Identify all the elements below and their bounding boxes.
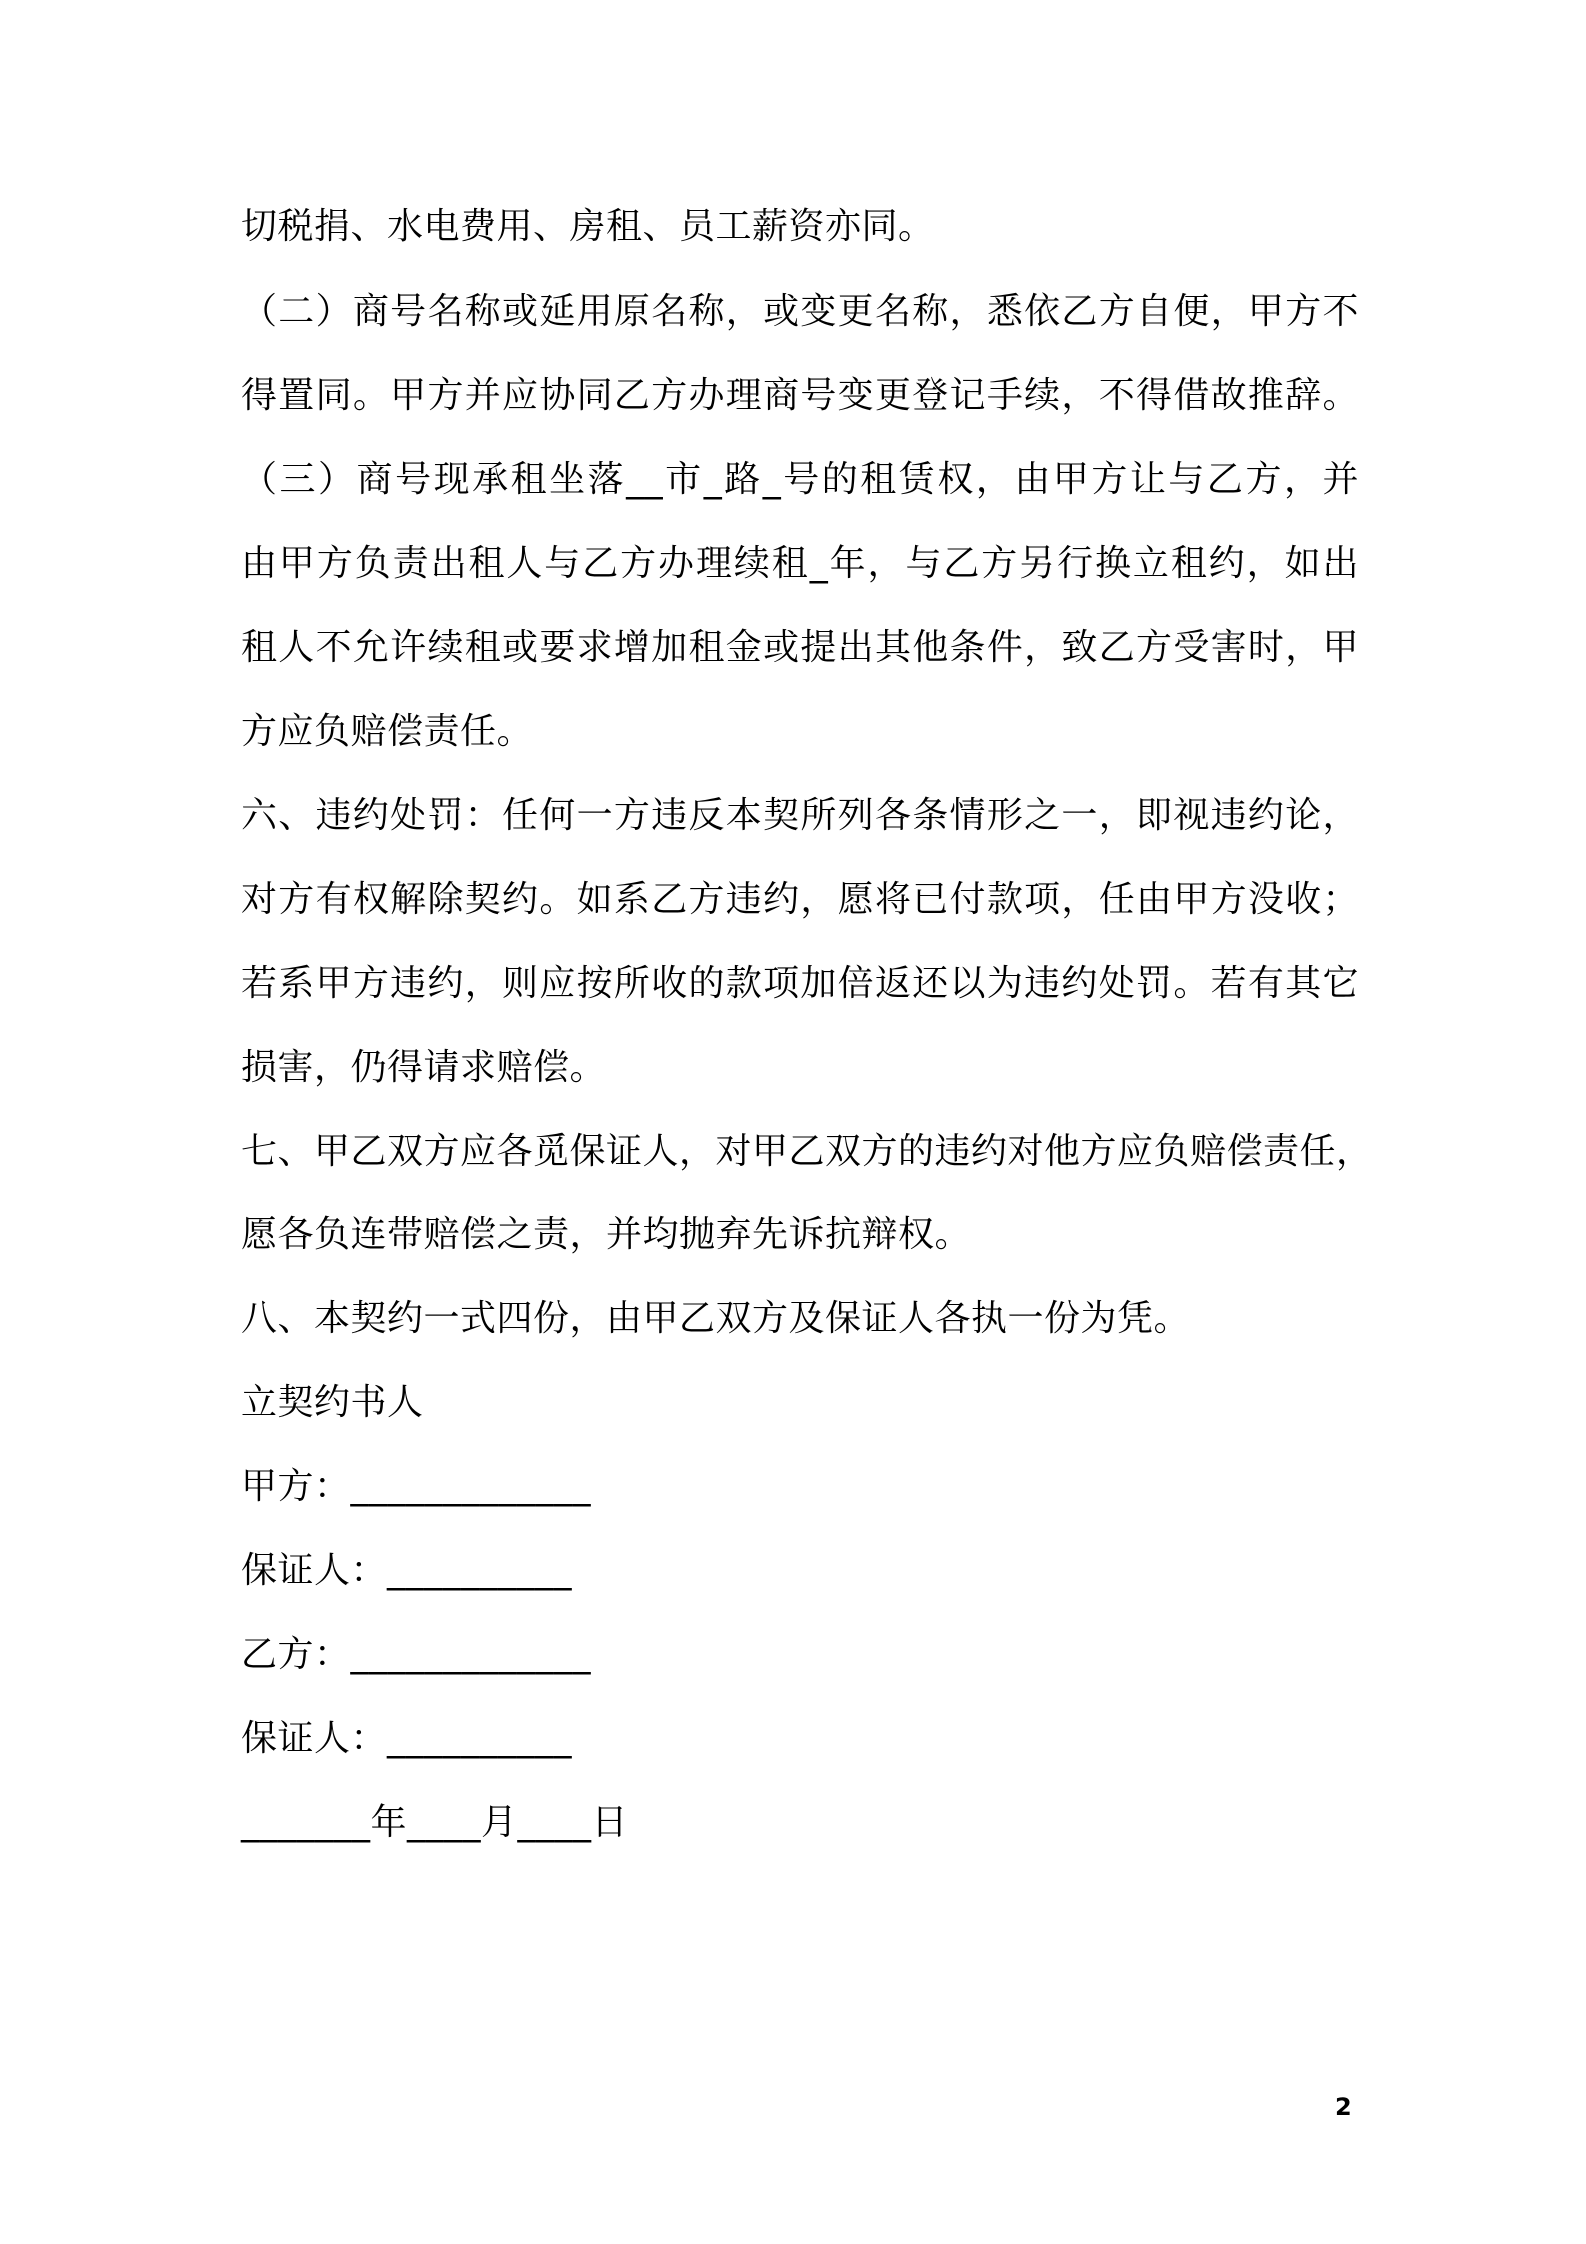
- body-line-8: 六、违约处罚：任何一方违反本契所列各条情形之一，即视违约论，: [241, 795, 1359, 836]
- body-line-3: 得置同。甲方并应协同乙方办理商号变更登记手续，不得借故推辞。: [241, 375, 1359, 416]
- guarantor-a-signature-line: 保证人：__________: [241, 1550, 573, 1591]
- date-line: _______年____月____日: [241, 1802, 629, 1843]
- body-line-7: 方应负赔偿责任。: [241, 711, 534, 752]
- body-line-14: 八、本契约一式四份，由甲乙双方及保证人各执一份为凭。: [241, 1298, 1191, 1339]
- body-line-2: （二）商号名称或延用原名称，或变更名称，悉依乙方自便，甲方不: [241, 291, 1359, 332]
- guarantor-b-signature-line: 保证人：__________: [241, 1718, 573, 1759]
- body-line-1: 切税捐、水电费用、房租、员工薪资亦同。: [241, 206, 935, 247]
- party-b-signature-line: 乙方：_____________: [241, 1634, 592, 1675]
- body-line-6: 租人不允许续租或要求增加租金或提出其他条件，致乙方受害时，甲: [241, 627, 1359, 668]
- body-line-4: （三）商号现承租坐落__市_路_号的租赁权，由甲方让与乙方，并: [241, 459, 1359, 500]
- body-line-12: 七、甲乙双方应各觅保证人，对甲乙双方的违约对他方应负赔偿责任，: [241, 1131, 1373, 1172]
- body-line-5: 由甲方负责出租人与乙方办理续租_年，与乙方另行换立租约，如出: [241, 543, 1359, 584]
- body-line-9: 对方有权解除契约。如系乙方违约，愿将已付款项，任由甲方没收；: [241, 879, 1359, 920]
- signatories-heading: 立契约书人: [241, 1382, 424, 1423]
- body-line-13: 愿各负连带赔偿之责，并均抛弃先诉抗辩权。: [241, 1214, 972, 1255]
- body-line-11: 损害，仍得请求赔偿。: [241, 1047, 607, 1088]
- body-line-10: 若系甲方违约，则应按所收的款项加倍返还以为违约处罚。若有其它: [241, 963, 1359, 1004]
- page-number: 2: [1335, 2093, 1352, 2121]
- party-a-signature-line: 甲方：_____________: [241, 1466, 592, 1507]
